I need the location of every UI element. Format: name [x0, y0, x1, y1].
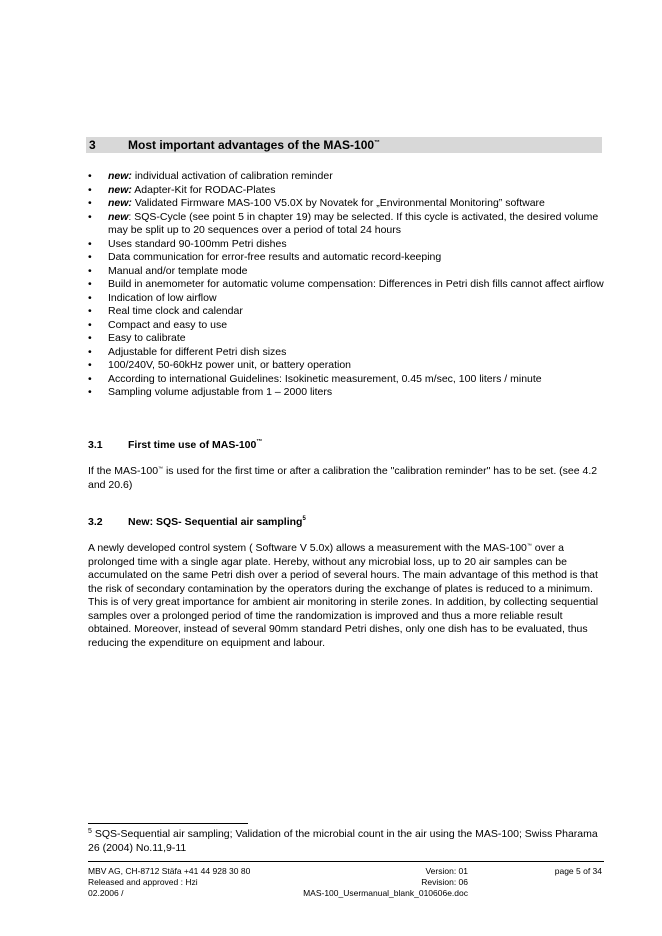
- footer-company: MBV AG, CH-8712 Stäfa +41 44 928 30 80: [88, 866, 251, 876]
- list-item: [88, 184, 604, 198]
- bullet-icon: •: [88, 197, 92, 209]
- footer-revision: Revision: 06: [421, 877, 468, 887]
- list-item-lead: new:: [108, 170, 132, 182]
- footer-date: 02.2006 /: [88, 888, 124, 898]
- bullet-icon: •: [88, 372, 92, 385]
- footer-released: Released and approved : Hzi: [88, 877, 198, 887]
- footnote: $^5$ SQS-Sequential air sampling; Validation of the microbial count in the air using the MAS-100; Swiss Pharama 26 (2004) No.11,9-11: [88, 828, 598, 854]
- paragraph: If the MAS-100™ is used for the first time or after a calibration the "calibration reminder" has to be set. (see 4.2 and 20.6): [88, 465, 598, 491]
- subsection-title: New: SQS- Sequential air sampling$^5$: [128, 516, 306, 528]
- footnote-reference: 5: [302, 516, 306, 522]
- bullet-icon: •: [88, 386, 92, 398]
- bullet-icon: •: [88, 170, 92, 182]
- list-item-text: Sampling volume adjustable from 1 – 2000 liters: [108, 386, 333, 398]
- subsection-number: 3.1: [88, 439, 103, 451]
- bullet-icon: •: [88, 345, 92, 358]
- list-item-text: Easy to calibrate: [108, 332, 186, 344]
- list-item: [88, 292, 604, 306]
- footer-right: [520, 866, 602, 877]
- list-item: [88, 197, 604, 211]
- list-item-text: Manual and/or template mode: [108, 264, 248, 277]
- bullet-icon: •: [88, 359, 92, 371]
- list-item-lead: new:: [108, 197, 132, 209]
- list-item-text: Adjustable for different Petri dish sizes: [108, 345, 287, 358]
- section-heading: [86, 137, 602, 153]
- bullet-icon: •: [88, 237, 92, 250]
- list-item: [88, 170, 604, 184]
- footnote-number: 5: [88, 828, 92, 835]
- list-item: [88, 373, 604, 387]
- bullet-icon: •: [88, 264, 92, 277]
- list-item-text: Uses standard 90-100mm Petri dishes: [108, 237, 287, 250]
- list-item-text: Adapter-Kit for RODAC-Plates: [131, 183, 276, 196]
- list-item: [88, 359, 604, 373]
- advantages-list: [88, 170, 604, 400]
- bullet-icon: •: [88, 318, 92, 331]
- bullet-icon: •: [88, 278, 92, 290]
- list-item: [88, 265, 604, 279]
- list-item: [88, 332, 604, 346]
- section-number: 3: [89, 138, 96, 152]
- list-item: [88, 278, 604, 292]
- bullet-icon: •: [88, 251, 92, 263]
- paragraph: A newly developed control system ( Software V 5.0x) allows a measurement with the MAS-100™ over a prolonged time with a single agar plate. Hereby, without any microbial loss, up to 20 air samples can be accumulated on the same Petri dish over a period of several hours. The main advantage of this method is that the risk of secondary contamination by the operators during the exchange of plates is reduced to a minimum. This is of very great importance for ambient air monitoring in sterile zones. In addition, by collecting sequential samples over a prolonged period of time the randomization is improved and thus a more reliable result obtained. Moreover, instead of several 90mm standard Petri dishes, only one dish has to be evaluated, thus reducing the expenditure on equipment and labour.: [88, 542, 599, 649]
- list-item-text: Compact and easy to use: [108, 318, 228, 331]
- list-item: [88, 305, 604, 319]
- footer-page-number: page 5 of 34: [554, 866, 602, 876]
- list-item-lead: new:: [108, 183, 132, 196]
- list-item-text: individual activation of calibration reminder: [131, 170, 333, 182]
- bullet-icon: •: [88, 305, 92, 317]
- subsection-title: First time use of MAS-100™: [128, 439, 263, 451]
- list-item-text: Build in anemometer for automatic volume compensation: Differences in Petri dish fills cannot affect airflow: [108, 278, 604, 290]
- list-item-lead: new: [108, 210, 129, 223]
- list-item-text: 100/240V, 50-60kHz power unit, or battery operation: [108, 359, 352, 371]
- list-item: [88, 211, 604, 238]
- footer-center: [296, 866, 468, 899]
- list-item-text: : SQS-Cycle (see point 5 in chapter 19) may be selected. If this cycle is activated, the desired volume may be split up to 20 sequences over a period of total 24 hours: [108, 210, 599, 236]
- list-item-text: Indication of low airflow: [108, 291, 217, 304]
- footer-left: [88, 866, 250, 899]
- list-item: [88, 251, 604, 265]
- footer-filename: MAS-100_Usermanual_blank_010606e.doc: [303, 888, 468, 898]
- bullet-icon: •: [88, 291, 92, 304]
- list-item-text: Real time clock and calendar: [108, 305, 243, 317]
- footer-separator: [88, 861, 604, 862]
- bullet-icon: •: [88, 332, 92, 344]
- list-item: [88, 346, 604, 360]
- bullet-icon: •: [88, 210, 92, 223]
- footer-version: Version: 01: [425, 866, 468, 876]
- footnote-separator: [88, 823, 248, 824]
- list-item-text: Validated Firmware MAS-100 V5.0X by Novatek for „Environmental Monitoring” software: [131, 197, 545, 209]
- list-item-text: According to international Guidelines: Isokinetic measurement, 0.45 m/sec, 100 liters / minute: [108, 372, 542, 385]
- section-title: Most important advantages of the MAS-100™: [128, 138, 381, 152]
- list-item: [88, 319, 604, 333]
- subsection-number: 3.2: [88, 516, 103, 528]
- list-item: [88, 238, 604, 252]
- bullet-icon: •: [88, 183, 92, 196]
- list-item-text: Data communication for error-free results and automatic record-keeping: [108, 251, 442, 263]
- list-item: [88, 386, 604, 400]
